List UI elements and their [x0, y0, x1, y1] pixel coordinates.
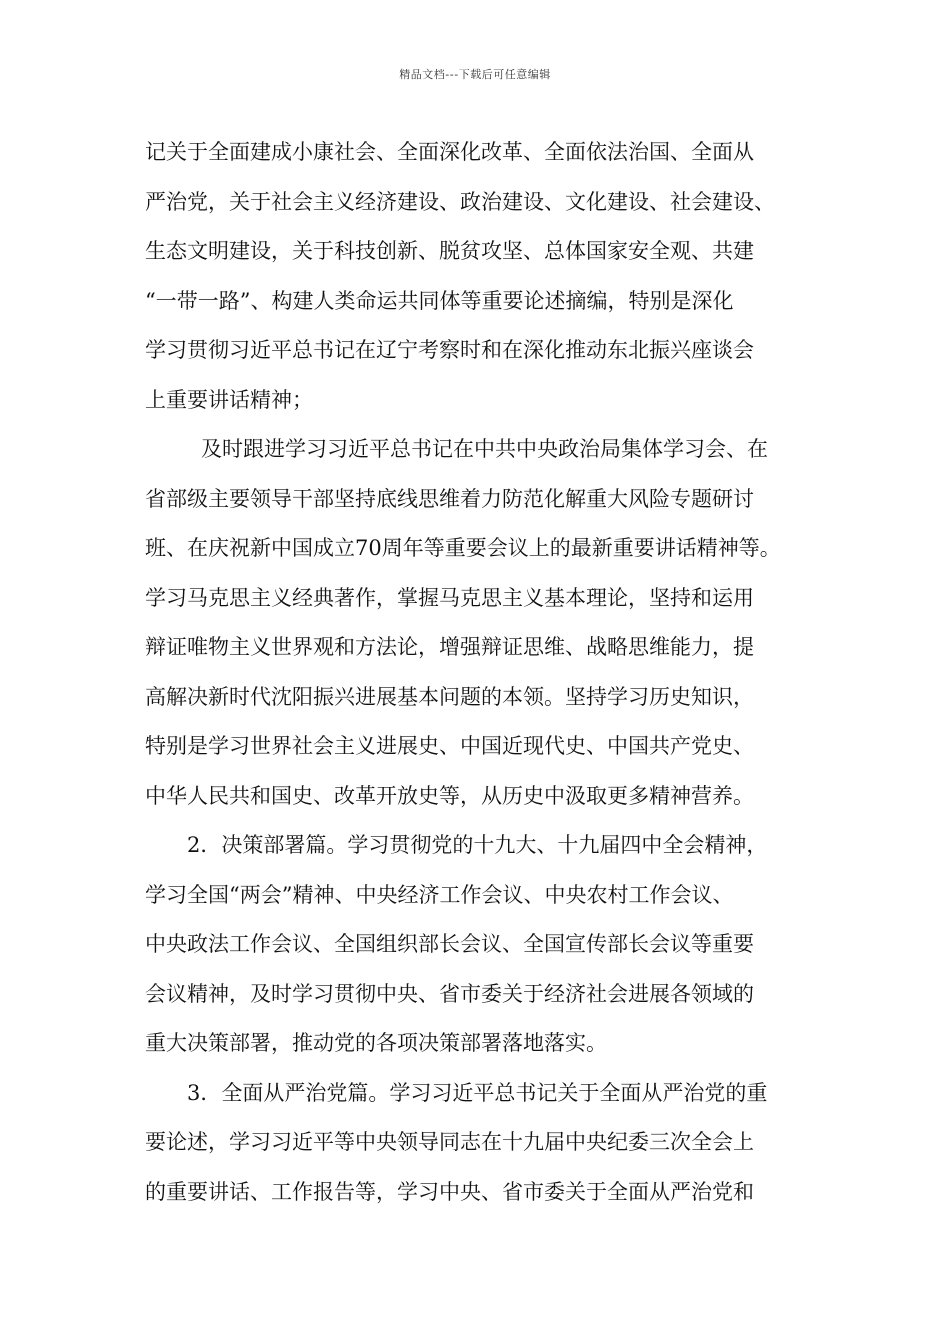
- paragraph-start-line: 及时跟进学习习近平总书记在中共中央政治局集体学习会、在: [201, 437, 768, 461]
- text-line: 高解决新时代沈阳振兴进展基本问题的本领。坚持学习历史知识，: [145, 684, 754, 709]
- document-body: [145, 128, 825, 1217]
- text-line: 中华人民共和国史、改革开放史等，从历史中汲取更多精神营养。: [145, 783, 754, 808]
- page-header: 精品文档---下载后可任意编辑: [399, 68, 551, 81]
- text-line: “一带一路”、构建人类命运共同体等重要论述摘编，特别是深化: [145, 288, 734, 313]
- text-line: 要论述，学习习近平等中央领导同志在十九届中央纪委三次全会上: [145, 1130, 754, 1154]
- text-line: 记关于全面建成小康社会、全面深化改革、全面依法治国、全面从: [145, 140, 754, 164]
- text-line: 上重要讲话精神；: [145, 387, 313, 412]
- text-line: 学习马克思主义经典著作，掌握马克思主义基本理论，坚持和运用: [145, 585, 754, 610]
- text-line: 会议精神，及时学习贯彻中央、省市委关于经济社会进展各领域的: [145, 981, 754, 1006]
- text-line: 严治党，关于社会主义经济建设、政治建设、文化建设、社会建设、: [145, 189, 775, 214]
- text-line: 学习贯彻习近平总书记在辽宁考察时和在深化推动东北振兴座谈会: [145, 338, 754, 362]
- text-line: 学习全国“两会”精神、中央经济工作会议、中央农村工作会议、: [145, 882, 734, 907]
- text-line: 特别是学习世界社会主义进展史、中国近现代史、中国共产党史、: [145, 734, 754, 758]
- text-line: 重大决策部署，推动党的各项决策部署落地落实。: [145, 1031, 607, 1055]
- section-2-heading-line: 2．决策部署篇。学习贯彻党的十九大、十九届四中全会精神，: [187, 833, 768, 857]
- text-line: 班、在庆祝新中国成立70周年等重要会议上的最新重要讲话精神等。: [145, 536, 781, 560]
- section-3-heading-line: 3．全面从严治党篇。学习习近平总书记关于全面从严治党的重: [187, 1080, 768, 1105]
- text-line: 省部级主要领导干部坚持底线思维着力防范化解重大风险专题研讨: [145, 486, 754, 511]
- text-line: 辩证唯物主义世界观和方法论，增强辩证思维、战略思维能力，提: [145, 635, 754, 659]
- text-line: 的重要讲话、工作报告等，学习中央、省市委关于全面从严治党和: [145, 1179, 754, 1204]
- text-line: 生态文明建设，关于科技创新、脱贫攻坚、总体国家安全观、共建: [145, 239, 754, 263]
- text-line: 中央政法工作会议、全国组织部长会议、全国宣传部长会议等重要: [145, 932, 754, 956]
